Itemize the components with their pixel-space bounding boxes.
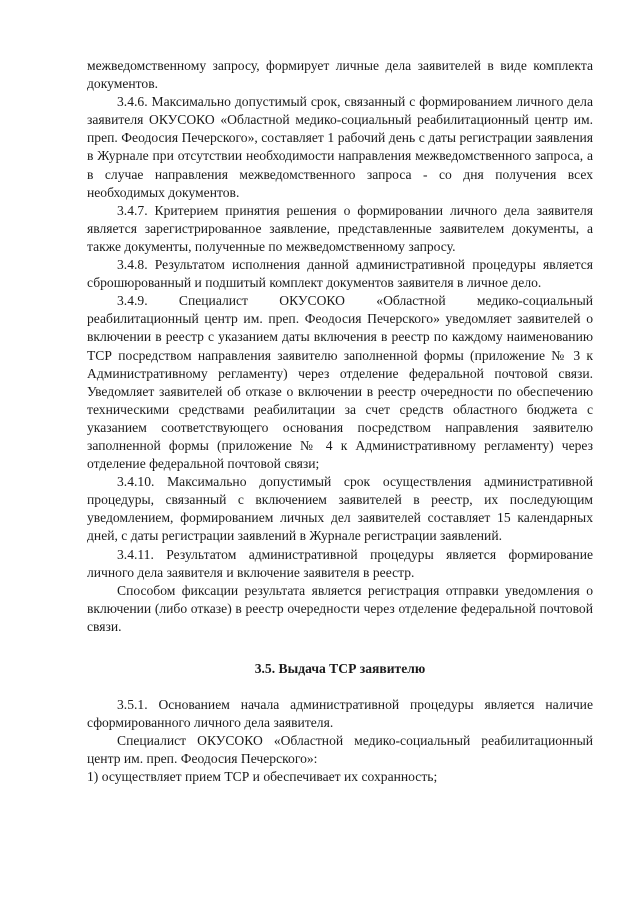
document-body	[87, 57, 593, 787]
paragraph-3-4-6: 3.4.6. Максимально допустимый срок, связанный с формированием личного дела заявителя ОКУСОКО «Областной медико-социальный реабилитационный центр им. преп. Феодосия Печерского», составляет 1 рабочий день с даты регистрации заявления в Журнале при отсутствии необходимости направления межведомственного запроса, а в случае направления межведомственного запроса - со дня получения всех необходимых документов.	[87, 94, 593, 200]
paragraph-3-4-10: 3.4.10. Максимально допустимый срок осуществления административной процедуры, связанный с включением заявителей в реестр, их последующим уведомлением, формированием личных дел заявителей составляет 15 календарных дней, с даты регистрации заявлений в Журнале регистрации заявлений.	[87, 474, 593, 544]
paragraph-3-4-9: 3.4.9. Специалист ОКУСОКО «Областной медико-социальный реабилитационный центр им. преп. Феодосия Печерского» уведомляет заявителей о включении в реестр с указанием даты включения в реестр по каждому наименованию ТСР посредством направления заявителю заполненной формы (приложение № 3 к Административному регламенту) через отделение федеральной почтовой связи. Уведомляет заявителей об отказе о включении в реестр очередности по обеспечению техническими средствами реабилитации за счет средств областного бюджета с указанием соответствующего основания посредством направления заявителю заполненной формы (приложение № 4 к Административному регламенту) через отделение федеральной почтовой связи;	[87, 293, 593, 472]
paragraph-3-4-7: 3.4.7. Критерием принятия решения о формировании личного дела заявителя является зарегистрированное заявление, представленные заявителем документы, а также документы, полученные по межведомственному запросу.	[87, 202, 593, 254]
section-heading-3-5: 3.5. Выдача ТСР заявителю	[254, 661, 426, 676]
paragraph-specialist: Специалист ОКУСОКО «Областной медико-социальный реабилитационный центр им. преп. Феодосия Печерского»:	[87, 733, 593, 767]
paragraph-continuation: межведомственному запросу, формирует личные дела заявителей в виде комплекта документов.	[87, 58, 593, 92]
paragraph-3-4-8: 3.4.8. Результатом исполнения данной административной процедуры является сброшюрованный и подшитый комплект документов заявителя в личное дело.	[87, 257, 593, 291]
paragraph-3-5-1: 3.5.1. Основанием начала административной процедуры является наличие сформированного личного дела заявителя.	[87, 697, 593, 731]
paragraph-fixation-method: Способом фиксации результата является регистрация отправки уведомления о включении (либо отказе) в реестр очередности через отделение федеральной почтовой связи.	[87, 582, 593, 634]
list-item-1: 1) осуществляет прием ТСР и обеспечивает их сохранность;	[87, 769, 438, 785]
paragraph-3-4-11: 3.4.11. Результатом административной процедуры является формирование личного дела заявителя и включение заявителя в реестр.	[87, 546, 593, 580]
